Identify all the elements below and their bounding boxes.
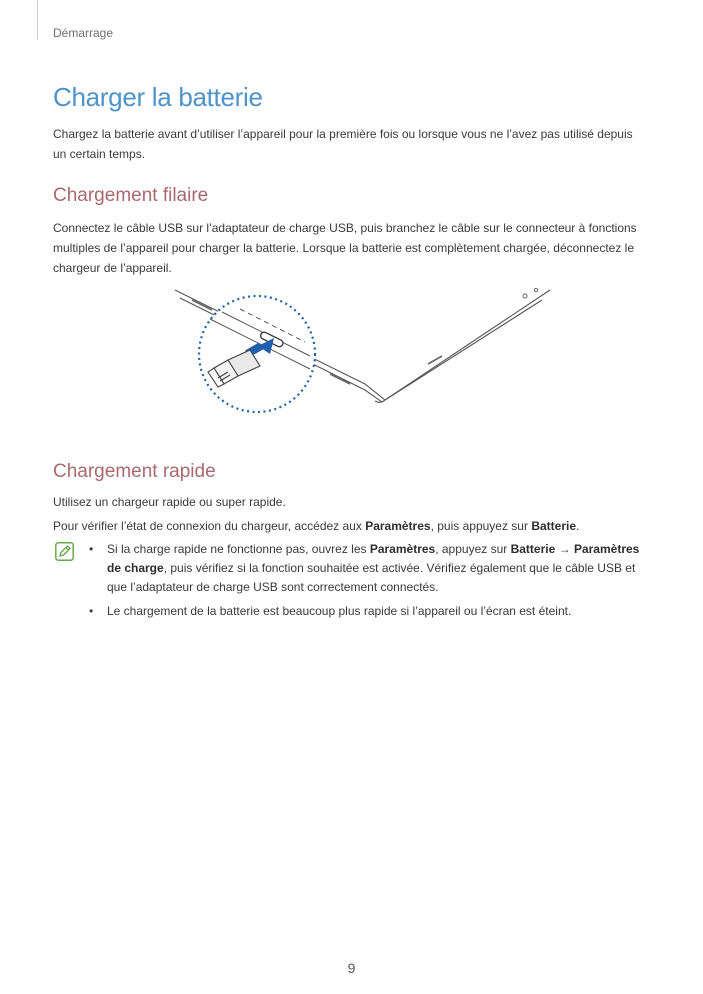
page-title: Charger la batterie [53,82,263,112]
section-header: Démarrage [53,26,114,40]
intro-paragraph: Chargez la batterie avant d’utiliser l’appareil pour la première fois ou lorsque vous ne l’avez pas utilisé depuis un certain temps. [53,127,633,161]
bullet: • [89,542,94,556]
fast-charging-line-1: Utilisez un chargeur rapide ou super rapide. [53,495,286,509]
note-item: • Le chargement de la batterie est beaucoup plus rapide si l’appareil ou l’écran est éteint. [88,602,648,621]
fast-charging-heading: Chargement rapide [53,461,216,482]
bullet: • [89,604,94,618]
fast-charging-notes [88,540,648,626]
battery-term: Batterie [531,519,576,533]
page-number: 9 [347,960,356,976]
note-pencil-icon [55,542,74,561]
page-margin-rule [37,0,38,40]
wired-charging-heading: Chargement filaire [53,185,209,206]
charging-illustration [170,284,560,434]
settings-term: Paramètres [365,519,431,533]
wired-charging-paragraph: Connectez le câble USB sur l’adaptateur de charge USB, puis branchez le câble sur le connecteur à fonctions multiples de l’appareil pour charger la batterie. Lorsque la batterie est complètement chargée, déconnectez le chargeur de l’appareil. [53,221,637,275]
tablet-corner-holes [523,288,538,298]
zoom-circle [199,296,315,412]
fast-charging-line-2: Pour vérifier l’état de connexion du chargeur, accédez aux Paramètres, puis appuyez sur Batterie. [53,519,580,533]
note-item: • Si la charge rapide ne fonctionne pas, ouvrez les Paramètres, appuyez sur Batterie → Paramètres de charge, puis vérifiez si la fonction souhaitée est activée. Vérifiez également que le câble USB et que l’adaptateur de charge USB sont correctement connectés. [89,542,640,594]
